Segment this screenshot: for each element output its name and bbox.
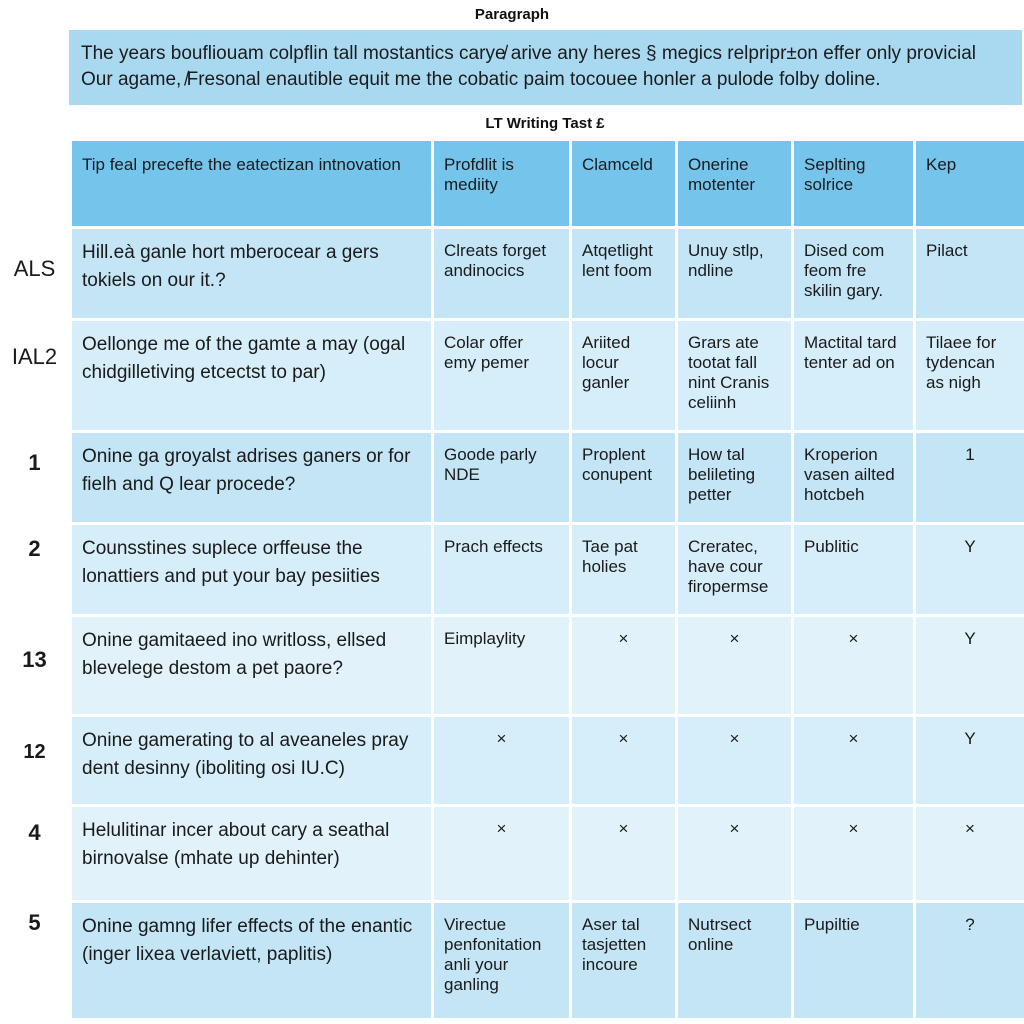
table-cell: × xyxy=(793,806,915,902)
paragraph-line-2: Our agame, ̸Fresonal enautible equit me the cobatic paim tocouee honler a pulode folby doline. xyxy=(81,69,881,90)
table-cell-question: Onine gamerating to al aveaneles pray dent desinny (iboliting osi IU.C) xyxy=(71,716,433,806)
table-cell: Eimplaylity xyxy=(433,616,571,716)
table-row xyxy=(71,432,1024,524)
table-title: LT Writing Tast £ xyxy=(485,115,605,132)
table-cell: Virectue penfonitation anli your ganling xyxy=(433,902,571,1020)
table-cell: Ariited locur ganler xyxy=(571,320,677,432)
row-label: 5 xyxy=(28,910,41,935)
table-cell-question: Helulitinar incer about cary a seathal birnovalse (mhate up dehinter) xyxy=(71,806,433,902)
row-label: 2 xyxy=(28,536,41,561)
table-cell: Nutrsect online xyxy=(677,902,793,1020)
table-row xyxy=(71,716,1024,806)
row-label: IAL2 xyxy=(11,344,58,369)
table-cell: 1 xyxy=(915,432,1024,524)
table-cell: Y xyxy=(915,616,1024,716)
row-label: 12 xyxy=(23,741,46,763)
table-cell: Tilaee for tydencan as nigh xyxy=(915,320,1024,432)
table-header-row xyxy=(71,140,1024,228)
table-cell-question: Onine gamng lifer effects of the enantic (inger lixea verlaviett, paplitis) xyxy=(71,902,433,1020)
table-cell: × xyxy=(571,716,677,806)
table-cell: × xyxy=(677,716,793,806)
table-cell: Aser tal tasjetten incoure xyxy=(571,902,677,1020)
row-label: 4 xyxy=(28,820,41,845)
table-cell: × xyxy=(571,616,677,716)
row-label: ALS xyxy=(13,256,56,281)
table-cell: × xyxy=(433,806,571,902)
table-cell-question: Onine ga groyalst adrises ganers or for fielh and Q lear procede? xyxy=(71,432,433,524)
table-row xyxy=(71,524,1024,616)
table-row xyxy=(71,902,1024,1020)
row-label: 13 xyxy=(22,647,47,672)
column-header: Kep xyxy=(915,140,1024,228)
table-cell: Y xyxy=(915,524,1024,616)
comparison-table xyxy=(69,138,1024,1021)
column-header: Clamceld xyxy=(571,140,677,228)
table-cell: How tal belileting petter xyxy=(677,432,793,524)
table-row xyxy=(71,228,1024,320)
table-cell: Creratec, have cour firopermse xyxy=(677,524,793,616)
table-cell: Proplent conupent xyxy=(571,432,677,524)
table-cell: Tae pat holies xyxy=(571,524,677,616)
table-cell: × xyxy=(433,716,571,806)
table-cell: Prach effects xyxy=(433,524,571,616)
table-cell: Publitic xyxy=(793,524,915,616)
table-cell-question: Oellonge me of the gamte a may (ogal chidgilletiving etcectst to par) xyxy=(71,320,433,432)
table-cell: × xyxy=(677,616,793,716)
table-cell: × xyxy=(677,806,793,902)
table-cell: Colar offer emy pemer xyxy=(433,320,571,432)
table-cell: ? xyxy=(915,902,1024,1020)
paragraph-line-1: The years boufliouam colpflin tall mostantics carye̸ arive any heres § megics relpripr±on effer only provicial xyxy=(81,43,977,64)
table-cell: Grars ate tootat fall nint Cranis celiinh xyxy=(677,320,793,432)
paragraph-box xyxy=(69,30,1022,105)
column-header: Profdlit is mediity xyxy=(433,140,571,228)
column-header: Seplting solrice xyxy=(793,140,915,228)
table-cell: × xyxy=(793,716,915,806)
table-cell: × xyxy=(915,806,1024,902)
table-cell: × xyxy=(793,616,915,716)
table-row xyxy=(71,320,1024,432)
table-cell: Unuy stlp, ndline xyxy=(677,228,793,320)
table-cell: Dised com feom fre skilin gary. xyxy=(793,228,915,320)
table-cell: Atqetlight lent foom xyxy=(571,228,677,320)
table-cell: Clreats forget andinocics xyxy=(433,228,571,320)
table-cell: Goode parly NDE xyxy=(433,432,571,524)
table-cell-question: Counsstines suplece orffeuse the lonattiers and put your bay pesiities xyxy=(71,524,433,616)
page-title: Paragraph xyxy=(474,6,550,23)
table-cell: Y xyxy=(915,716,1024,806)
table-row xyxy=(71,616,1024,716)
table-cell: Mactital tard tenter ad on xyxy=(793,320,915,432)
column-header: Tip feal precefte the eatectizan intnovation xyxy=(71,140,433,228)
table-cell-question: Hill.eà ganle hort mberocear a gers tokiels on our it.? xyxy=(71,228,433,320)
table-cell: Pupiltie xyxy=(793,902,915,1020)
table-cell: Pilact xyxy=(915,228,1024,320)
row-label: 1 xyxy=(28,450,41,475)
table-cell: × xyxy=(571,806,677,902)
table-row xyxy=(71,806,1024,902)
table-cell: Kroperion vasen ailted hotcbeh xyxy=(793,432,915,524)
column-header: Onerine motenter xyxy=(677,140,793,228)
table-cell-question: Onine gamitaeed ino writloss, ellsed blevelege destom a pet paore? xyxy=(71,616,433,716)
